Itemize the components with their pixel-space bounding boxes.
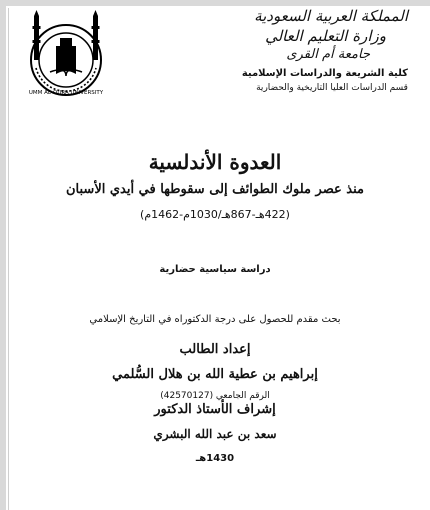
period-dates: (422هـ-867هـ/1030م-1462م) — [140, 208, 290, 221]
ministry-name: وزارة التعليم العالي — [265, 27, 386, 45]
degree-purpose: بحث مقدم للحصول على درجة الدكتوراه في التاريخ الإسلامي — [89, 314, 341, 325]
study-type: دراسة سياسية حضارية — [159, 264, 271, 275]
student-id: الرقم الجامعي (42570127) — [160, 391, 270, 401]
university-name: جامعة أم القرى — [286, 47, 370, 62]
institution-header — [188, 6, 408, 96]
svg-text:UMM AL-QURA UNIVERSITY: UMM AL-QURA UNIVERSITY — [28, 90, 104, 96]
thesis-subtitle: منذ عصر ملوك الطوائف إلى سقوطها في أيدي الأسبان — [66, 182, 364, 197]
supervisor-label: إشراف الأستاذ الدكتور — [154, 402, 276, 417]
university-logo — [20, 10, 112, 98]
hijri-year: 1430هـ — [195, 453, 235, 464]
student-name: إبراهيم بن عطية الله بن هلال السُّلمي — [112, 367, 318, 382]
supervisor-name: سعد بن عبد الله البشري — [153, 427, 277, 441]
college-name: كلية الشريعة والدراسات الإسلامية — [241, 68, 408, 79]
prepared-by-label: إعداد الطالب — [179, 342, 251, 357]
kingdom-name: المملكة العربية السعودية — [254, 7, 408, 25]
thesis-title: العدوة الأندلسية — [148, 150, 282, 174]
department-name: قسم الدراسات العليا التاريخية والحضارية — [256, 83, 408, 93]
